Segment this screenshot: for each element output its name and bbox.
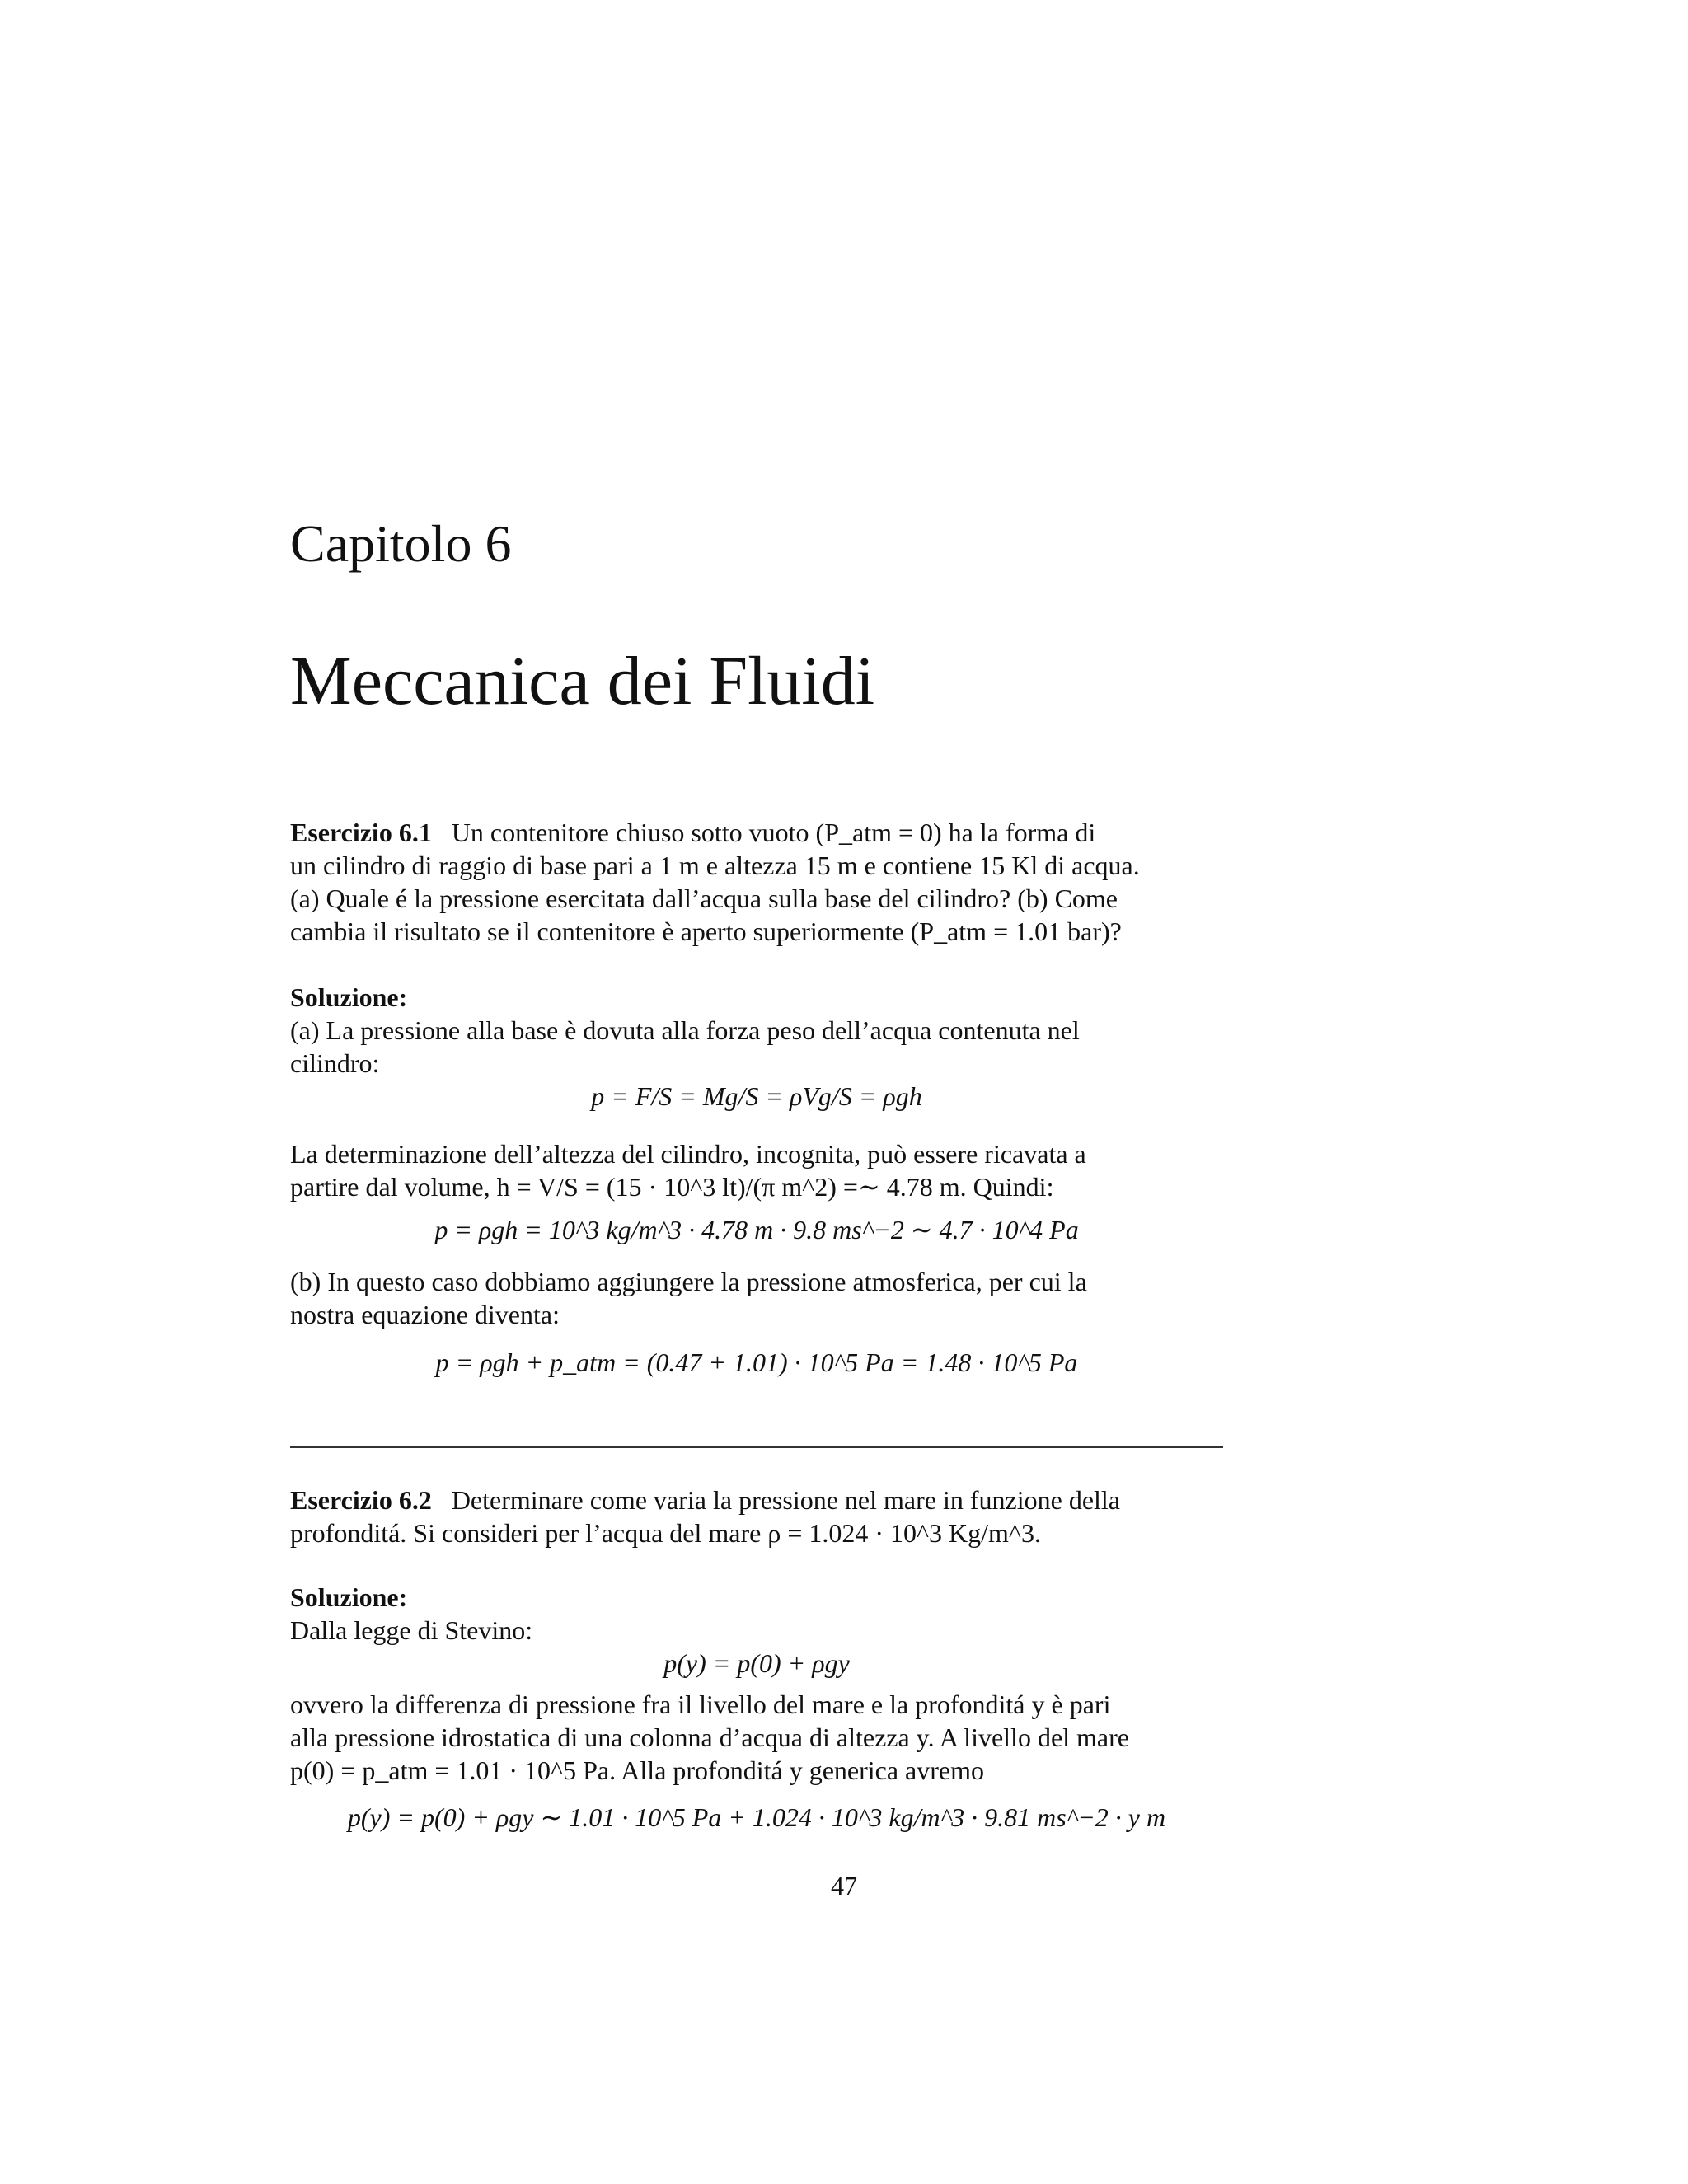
page-number: 47 <box>831 1871 857 1900</box>
exercise-6-2-equation-2: p(y) = p(0) + ρgy ∼ 1.01 · 10^5 Pa + 1.024 · 10^3 kg/m^3 · 9.81 ms^−2 · y m <box>347 1802 1166 1832</box>
exercise-6-1-solution-a-4: partire dal volume, h = V/S = (15 · 10^3 lt)/(π m^2) =∼ 4.78 m. Quindi: <box>290 1172 1054 1202</box>
exercise-6-1-solution-b-1: (b) In questo caso dobbiamo aggiungere la pressione atmosferica, per cui la <box>290 1267 1087 1296</box>
exercise-6-2-solution-1: Dalla legge di Stevino: <box>290 1615 533 1645</box>
exercise-6-1-text-1: Un contenitore chiuso sotto vuoto (P_atm = 0) ha la forma di <box>451 818 1096 847</box>
exercise-6-1-solution-heading: Soluzione: <box>290 982 408 1012</box>
exercise-6-1-solution-b-2: nostra equazione diventa: <box>290 1300 560 1329</box>
exercise-6-2-solution-2: ovvero la differenza di pressione fra il livello del mare e la profonditá y è pari <box>290 1690 1111 1719</box>
exercise-6-1-solution-a-3: La determinazione dell’altezza del cilindro, incognita, può essere ricavata a <box>290 1139 1086 1169</box>
exercise-6-1-text-2: un cilindro di raggio di base pari a 1 m e altezza 15 m e contiene 15 Kl di acqua. <box>290 851 1140 880</box>
exercise-6-2-text-1: Determinare come varia la pressione nel mare in funzione della <box>451 1485 1120 1515</box>
chapter-title: Meccanica dei Fluidi <box>290 643 875 719</box>
exercise-6-1-text-3: (a) Quale é la pressione esercitata dall’acqua sulla base del cilindro? (b) Come <box>290 883 1118 913</box>
exercise-6-2-equation-1: p(y) = p(0) + ρgy <box>663 1648 850 1678</box>
exercise-6-1-text-4: cambia il risultato se il contenitore è aperto superiormente (P_atm = 1.01 bar)? <box>290 916 1122 946</box>
exercise-6-1-equation-2: p = ρgh = 10^3 kg/m^3 · 4.78 m · 9.8 ms^−2 ∼ 4.7 · 10^4 Pa <box>434 1215 1079 1244</box>
exercise-6-2-text-2: profonditá. Si consideri per l’acqua del mare ρ = 1.024 · 10^3 Kg/m^3. <box>290 1518 1041 1548</box>
exercise-6-1-solution-a-1: (a) La pressione alla base è dovuta alla forza peso dell’acqua contenuta nel <box>290 1015 1080 1045</box>
exercise-6-1-line-1 <box>290 816 1223 849</box>
exercise-6-2-line-1 <box>290 1483 1223 1516</box>
exercise-6-1-heading: Esercizio 6.1 <box>290 818 432 847</box>
section-divider <box>290 1446 1223 1448</box>
exercise-6-2-solution-3: alla pressione idrostatica di una colonna d’acqua di altezza y. A livello del mare <box>290 1722 1129 1752</box>
exercise-6-1-equation-1: p = F/S = Mg/S = ρVg/S = ρgh <box>591 1081 922 1111</box>
exercise-6-1-equation-3: p = ρgh + p_atm = (0.47 + 1.01) · 10^5 Pa = 1.48 · 10^5 Pa <box>435 1347 1078 1377</box>
exercise-6-2-solution-heading: Soluzione: <box>290 1582 408 1612</box>
exercise-6-2-heading: Esercizio 6.2 <box>290 1485 432 1515</box>
exercise-6-2-solution-4: p(0) = p_atm = 1.01 · 10^5 Pa. Alla profonditá y generica avremo <box>290 1755 984 1785</box>
exercise-6-1-solution-a-2: cilindro: <box>290 1048 380 1078</box>
chapter-label: Capitolo 6 <box>290 514 512 573</box>
